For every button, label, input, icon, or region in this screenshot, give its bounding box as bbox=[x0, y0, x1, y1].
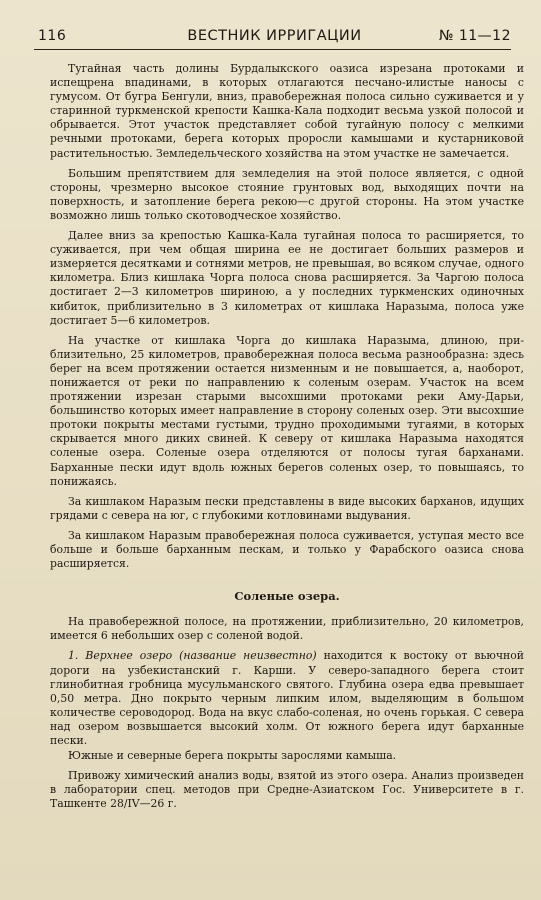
paragraph: Большим препятствием для земледелия на этой полосе является, с одной стороны, чрезмерно высокое стояние грунтовых вод, выходящих почти на поверхность, и затопление берега рекою—с другой стороны. На этом участке возможно лишь только скотоводческое хозяйство. bbox=[50, 166, 524, 222]
page-number: 116 bbox=[38, 28, 67, 44]
lake-description bbox=[50, 649, 524, 748]
paragraph: Тугайная часть долины Бурдалыкского оазиса изрезана протоками и испещрена впадинами, в которых отлагаются песчано-илистые наносы с гумусом. От бугра Бенгули, вниз, правобережная полоса сильно суживается и у старинной туркменской крепости Кашка-Кала подходит весьма узкой полосой и обрывается. Этот участок представляет собой тугайную полосу с мелкими речными протоками, берега которых проросли камышами и кустарниковой растительностью. Земледельческого хозяйства на этом участке не замечается. bbox=[50, 62, 524, 160]
section-title: Соленые озера. bbox=[234, 589, 340, 604]
page-header bbox=[38, 28, 511, 50]
paragraph: За кишлаком Наразым правобережная полоса суживается, уступая место все больше и больше барханным пескам, и только у Фарабского оазиса снова расширяется. bbox=[50, 528, 524, 571]
paragraph: Далее вниз за крепостью Кашка-Кала тугайная полоса то расширяется, то суживается, при чем общая ширина ее не достигает больших размеров и измеряется десятками и сотнями метров, не превышая, во всяком случае, одного километра. Близ кишлака Чорга полоса снова расширяется. За Чаргою полоса достигает 2—3 километров шириною, а у последних туркменских одиночных кибиток, приблизительно в 3 километрах от кишлака Наразыма, полоса уже достигает 5—6 километров. bbox=[50, 229, 524, 327]
paragraph: На участке от кишлака Чорга до кишлака Наразыма, длиною, приблизительно, 25 километров, правобережная полоса весьма разнообразна: здесь берег на всем протяжении остается низменным и не повышается, а, наоборот, понижается от реки по направлению к соленым озерам. Участок на всем протяжении изрезан старыми высохшими протоками реки Аму-Дарьи, большинство которых имеет направление в сторону соленых озер. Эти высохшие протоки покрыты местами густыми, трудно проходимыми тугаями, в которых скрывается много диких свиней. К северу от кишлака Наразыма находятся соленые озера. Соленые озера отделяются от полосы тугая барханами. Барханные пески идут вдоль южных берегов соленых озер, то повышаясь, то понижаясь. bbox=[50, 333, 524, 488]
analysis-note: Привожу химический анализ воды, взятой из этого озера. Анализ произведен в лаборатории спец. методов при Средне-Азиатском Гос. Университете в г. Ташкенте 28/IV—26 г. bbox=[50, 769, 524, 811]
section-intro: На правобережной полосе, на протяжении, приблизительно, 20 километров, имеется 6 небольших озер с соленой водой. bbox=[50, 615, 524, 643]
issue-number: № 11—12 bbox=[438, 28, 511, 44]
lake-name: Верхнее озеро (название неизвестно) bbox=[85, 649, 317, 663]
header-rule bbox=[34, 49, 511, 50]
journal-title: ВЕСТНИК ИРРИГАЦИИ bbox=[187, 28, 362, 44]
lake-number: 1. bbox=[68, 649, 79, 663]
paragraph: За кишлаком Наразым пески представлены в виде высоких барханов, идущих грядами с севера на юг, с глубокими котловинами выдувания. bbox=[50, 494, 524, 522]
lake-shores: Южные и северные берега покрыты зарослями камыша. bbox=[68, 749, 397, 763]
article-body bbox=[50, 62, 524, 818]
lake-text: находится к востоку от вьючной дороги на узбекистанский г. Карши. У северо-западного берега стоит глинобитная гробница мусульманского святого. Глубина озера едва превышает 0,50 метра. Дно покрыто черным липким илом, выделяющим в большом количестве сероводород. Вода на вкус слабо-соленая, но очень горькая. С севера над озером возвышается высокий холм. От южного берега идут барханные пески. bbox=[50, 649, 525, 748]
